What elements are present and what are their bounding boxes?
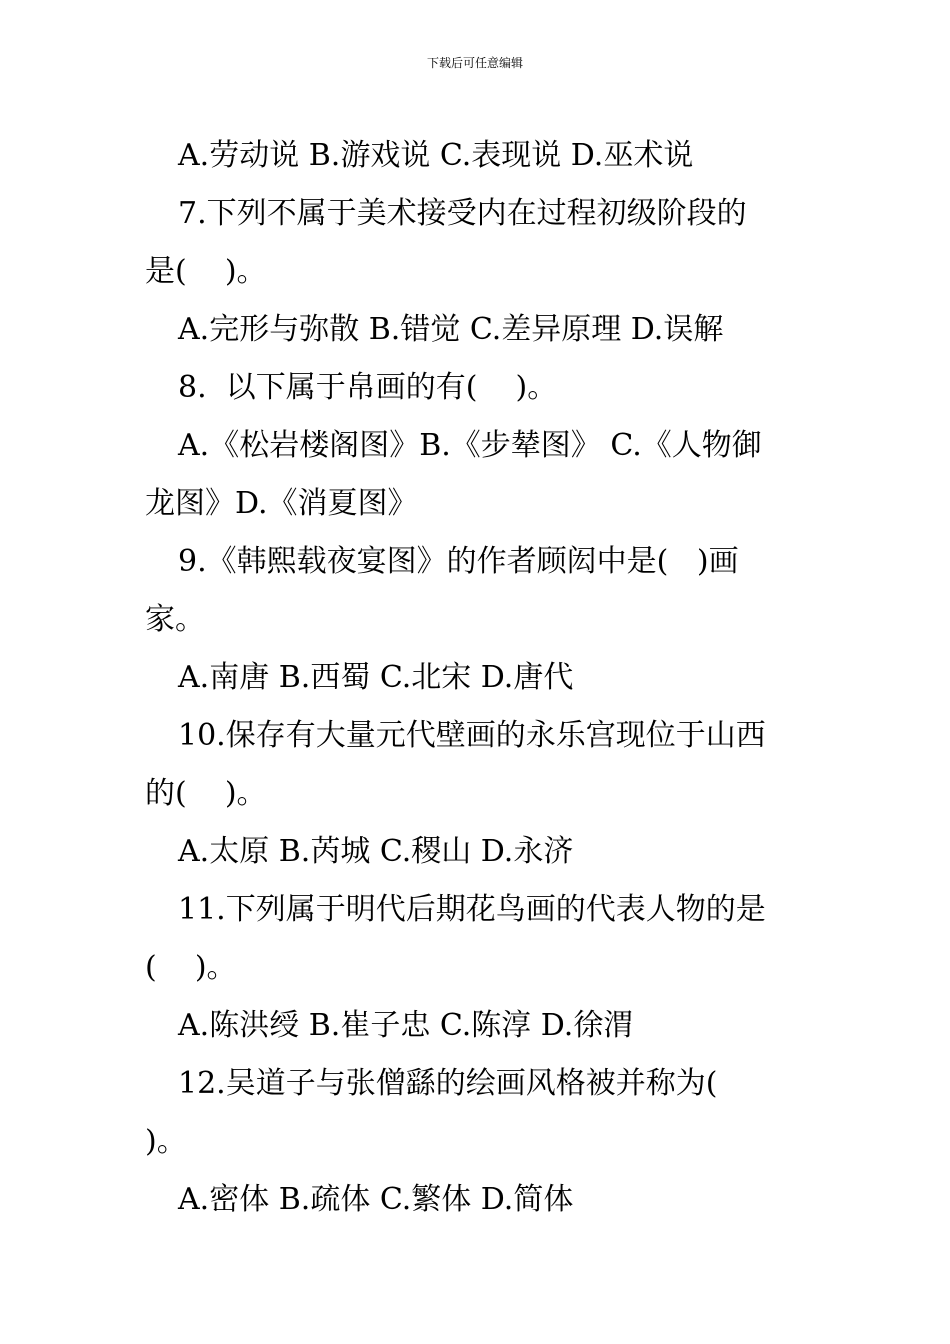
q11-stem: 11.下列属于明代后期花鸟画的代表人物的是 <box>178 892 766 927</box>
q10-stem: 10.保存有大量元代壁画的永乐宫现位于山西 <box>178 718 766 753</box>
q8-stem: 8. 以下属于帛画的有( )。 <box>178 370 558 405</box>
q12-stem: 12.吴道子与张僧繇的绘画风格被并称为( <box>178 1066 718 1101</box>
q9-options: A.南唐 B.西蜀 C.北宋 D.唐代 <box>178 660 574 695</box>
q8-options: A.《松岩楼阁图》B.《步辇图》 C.《人物御 <box>178 428 762 463</box>
document-body <box>145 127 805 1229</box>
q9-stem-continued: 家。 <box>145 602 205 637</box>
q7-options: A.完形与弥散 B.错觉 C.差异原理 D.误解 <box>178 312 724 347</box>
page-header: 下载后可任意编辑 <box>426 56 523 70</box>
q10-stem-continued: 的( )。 <box>145 776 267 811</box>
q8-options-continued: 龙图》D.《消夏图》 <box>145 486 418 521</box>
q10-options: A.太原 B.芮城 C.稷山 D.永济 <box>178 834 574 869</box>
q12-options: A.密体 B.疏体 C.繁体 D.简体 <box>178 1182 574 1217</box>
q9-stem: 9.《韩熙载夜宴图》的作者顾闳中是( )画 <box>178 544 739 579</box>
q12-stem-continued: )。 <box>145 1124 187 1159</box>
q7-stem-continued: 是( )。 <box>145 254 267 289</box>
q6-options: A.劳动说 B.游戏说 C.表现说 D.巫术说 <box>178 138 694 173</box>
q11-stem-continued: ( )。 <box>145 950 237 985</box>
q11-options: A.陈洪绶 B.崔子忠 C.陈淳 D.徐渭 <box>178 1008 634 1043</box>
q7-stem: 7.下列不属于美术接受内在过程初级阶段的 <box>178 196 747 231</box>
